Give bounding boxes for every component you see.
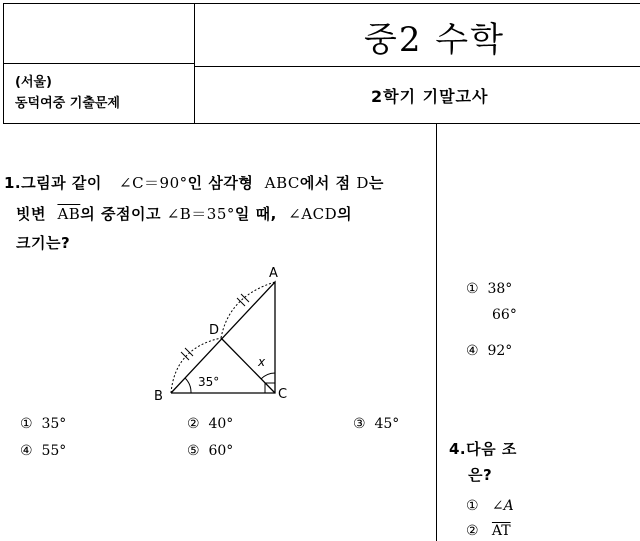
choice-4[interactable]: ④ 55°	[20, 443, 67, 459]
header-divider-right	[194, 66, 640, 67]
q3-choice-4[interactable]: ④ 92°	[466, 343, 513, 359]
school-region: (서울)	[15, 75, 52, 90]
segment-dc	[221, 338, 275, 393]
q3-choice-1[interactable]: ① 38°	[466, 281, 513, 297]
angle-x-arc	[261, 373, 275, 379]
header-divider-vertical	[194, 3, 195, 124]
q4-choice-1[interactable]: ① ∠A	[466, 498, 514, 514]
triangle-figure	[145, 260, 305, 410]
q3-choice-2-value[interactable]: 66°	[492, 307, 517, 323]
question-number: 1.	[4, 174, 22, 192]
label-a: A	[269, 266, 278, 281]
column-divider	[436, 124, 437, 541]
q4-line2: 은?	[468, 466, 493, 484]
equal-ticks-da	[237, 294, 249, 306]
exam-name: 2학기 기말고사	[371, 87, 489, 106]
page-title: 중2 수학	[364, 20, 505, 60]
label-c: C	[278, 387, 288, 402]
label-angle-x: x	[258, 355, 266, 369]
question-1-line2: 빗변 $\overline{AB}$의 중점이고 ∠B＝35°일 때, ∠ACD의	[16, 205, 353, 223]
q4-choice-2[interactable]: ② $\overline{AT}$	[466, 523, 511, 539]
equal-ticks-bd	[181, 348, 193, 360]
choice-1[interactable]: ① 35°	[20, 416, 67, 432]
question-1-line3: 크기는?	[16, 234, 71, 252]
label-angle-b: 35°	[198, 375, 220, 389]
school-name: 동덕여중 기출문제	[15, 96, 120, 111]
angle-b-arc	[185, 378, 191, 393]
header-divider-left	[3, 63, 194, 64]
choice-3[interactable]: ③ 45°	[353, 416, 400, 432]
label-d: D	[209, 323, 220, 338]
q4-line1: 4.다음 조	[449, 440, 517, 458]
label-b: B	[154, 389, 163, 404]
question-1-line1: 1.그림과 같이 ∠C＝90°인 삼각형 ABC에서 점 D는	[4, 174, 384, 192]
choice-5[interactable]: ⑤ 60°	[187, 443, 234, 459]
choice-2[interactable]: ② 40°	[187, 416, 234, 432]
